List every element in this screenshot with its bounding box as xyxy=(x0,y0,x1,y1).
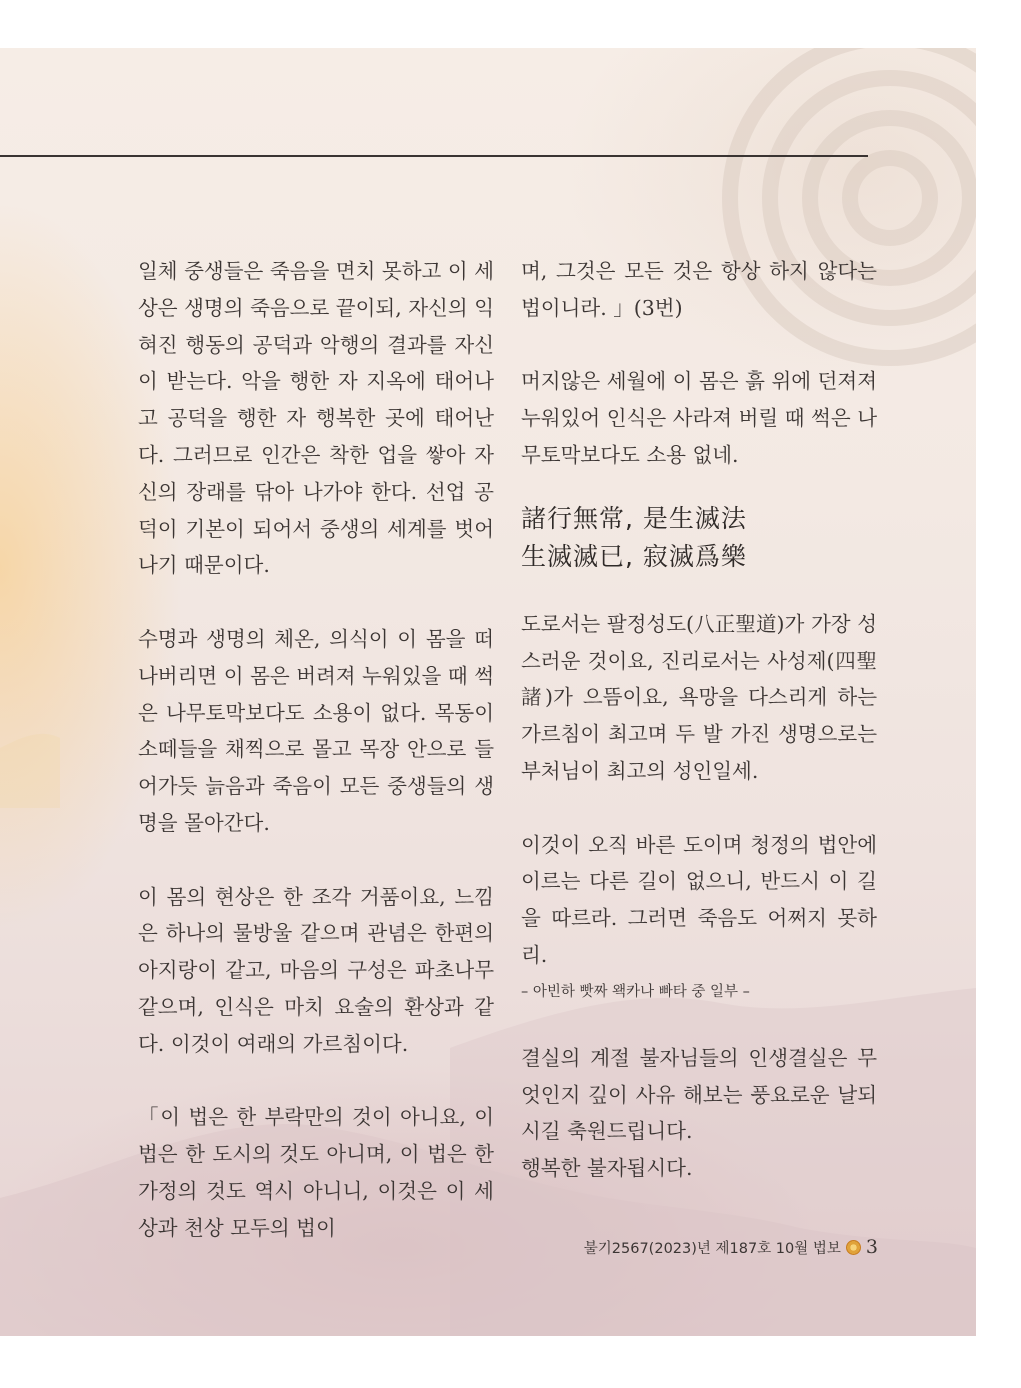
attribution: – 아빈하 빳짜 왝카나 빠타 중 일부 – xyxy=(521,983,750,1000)
paragraph: 이것이 오직 바른 도이며 청정의 법안에 이르는 다른 길이 없으니, 반드시 이 길을 따르라. 그러면 죽음도 어쩌지 못하리. xyxy=(521,832,877,967)
top-rule xyxy=(0,155,868,157)
paragraph: 일체 중생들은 죽음을 면치 못하고 이 세상은 생명의 죽음으로 끝이되, 자신의 익혀진 행동의 공덕과 악행의 결과를 자신이 받는다. 악을 행한 자 지옥에 태어나고 공덕을 행한 자 행복한 곳에 태어난다. 그러므로 인간은 착한 업을 쌓아 자신의 장래를 닦아 나가야 한다. 선업 공덕이 기본이 되어서 중생의 세계를 벗어나기 때문이다. xyxy=(138,259,494,578)
paragraph: 도로서는 팔정성도(八正聖道)가 가장 성스러운 것이요, 진리로서는 사성제(四聖諸)가 으뜸이요, 욕망을 다스리게 하는 가르침이 최고며 두 발 가진 생명으로는 부처님이 최고의 성인일세. xyxy=(521,611,877,783)
page-number: 3 xyxy=(865,1236,878,1258)
paragraph: 며, 그것은 모든 것은 항상 하지 않다는 법이니라. 」(3번) xyxy=(521,259,877,320)
paragraph: 머지않은 세월에 이 몸은 흙 위에 던져져 누워있어 인식은 사라져 버릴 때 썩은 나무토막보다도 소용 없네. xyxy=(521,369,877,467)
verse xyxy=(521,500,877,576)
page xyxy=(0,48,976,1336)
flower-icon xyxy=(846,1240,861,1255)
paragraph: 행복한 불자됩시다. xyxy=(521,1156,693,1181)
paragraph: 이 몸의 현상은 한 조각 거품이요, 느낌은 하나의 물방울 같으며 관념은 한편의 아지랑이 같고, 마음의 구성은 파초나무 같으며, 인식은 마치 요술의 환상과 같다. 이것이 여래의 가르침이다. xyxy=(138,884,494,1056)
paragraph: 수명과 생명의 체온, 의식이 이 몸을 떠나버리면 이 몸은 버려져 누워있을 때 썩은 나무토막보다도 소용이 없다. 목동이 소떼들을 채찍으로 몰고 목장 안으로 들어가듯 늙음과 죽음이 모든 중생들의 생명을 몰아간다. xyxy=(138,626,494,835)
paragraph: 「이 법은 한 부락만의 것이 아니요, 이 법은 한 도시의 것도 아니며, 이 법은 한 가정의 것도 역시 아니니, 이것은 이 세상과 천상 모두의 법이 xyxy=(138,1105,494,1240)
left-column xyxy=(138,253,494,1283)
paragraph: 결실의 계절 불자님들의 인생결실은 무엇인지 깊이 사유 해보는 풍요로운 날되시길 축원드립니다. xyxy=(521,1045,877,1144)
right-column xyxy=(521,253,877,1224)
verse-line: 生滅滅已, 寂滅爲樂 xyxy=(521,541,747,571)
verse-line: 諸行無常, 是生滅法 xyxy=(521,503,747,533)
issue-info: 불기2567(2023)년 제187호 10월 법보 xyxy=(583,1240,841,1257)
page-footer xyxy=(584,1236,878,1258)
